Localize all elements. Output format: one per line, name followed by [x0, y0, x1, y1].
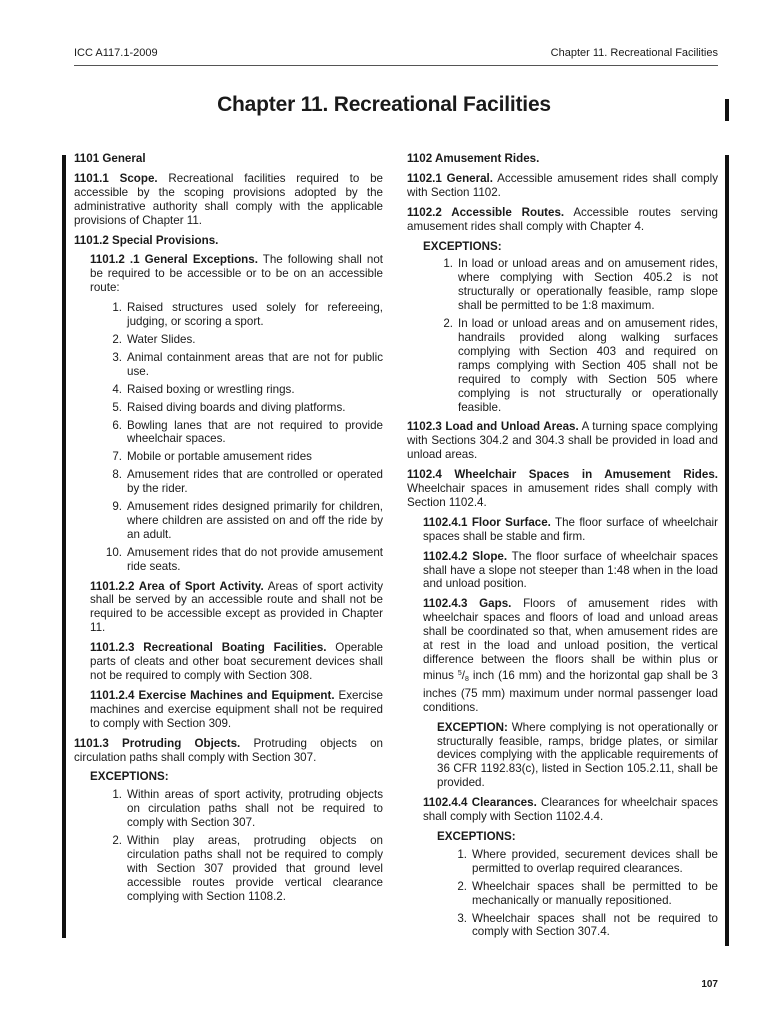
exceptions-heading: EXCEPTIONS: — [423, 239, 502, 253]
list-item-number: 2. — [112, 834, 122, 848]
list-item-number: 2. — [112, 332, 122, 346]
list-item-number: 2. — [457, 879, 467, 893]
list-item — [74, 383, 383, 397]
section-text: Areas of sport activity shall be served by an accessible route and shall not be required to be accessible except as provided in Chapter 11. — [90, 579, 383, 635]
section-text: The floor surface of wheelchair spaces shall be stable and firm. — [423, 515, 718, 543]
list-item-number: 1. — [457, 847, 467, 861]
list-item-number: 1. — [112, 788, 122, 802]
header-chapter-title: Chapter 11. Recreational Facilities — [550, 47, 718, 59]
section-text: Clearances for wheelchair spaces shall comply with Section 1102.4.4. — [423, 796, 718, 824]
fraction-denominator: 8 — [465, 675, 469, 683]
list-item-number: 3. — [457, 911, 467, 925]
list-item-text: Bowling lanes that are not required to provide wheelchair spaces. — [127, 418, 383, 446]
list-item — [74, 401, 383, 415]
list-item-text: Within areas of sport activity, protruding objects on circulation paths shall not be required to comply with Section 307. — [127, 788, 383, 830]
list-item-number: 4. — [112, 382, 122, 396]
exception-label: EXCEPTION: — [437, 720, 508, 734]
section-label: 1101.2.2 Area of Sport Activity. — [90, 579, 264, 593]
section-text: inch (16 mm) and the horizontal gap shall be 3 inches (75 mm) maximum under normal passenger load conditions. — [423, 668, 718, 714]
list-item-text: Mobile or portable amusement rides — [127, 450, 312, 464]
section-text: Floors of amusement rides with wheelchair spaces and floors of load and unload areas shall be coordinated so that, when amusement rides are at rest in the load and unload position, the vertical difference between the floors shall be within plus or minus — [423, 597, 718, 682]
section-1102-1 — [407, 172, 718, 200]
list-item — [421, 912, 718, 940]
chapter-title: Chapter 11. Recreational Facilities — [217, 93, 551, 116]
section-label: 1101.2.4 Exercise Machines and Equipment. — [90, 688, 335, 702]
list-item-number: 3. — [112, 350, 122, 364]
general-exceptions-list — [74, 301, 383, 573]
section-label: 1101.1 Scope. — [74, 171, 158, 185]
list-item-number: 9. — [112, 500, 122, 514]
list-item-text: Raised boxing or wrestling rings. — [127, 382, 295, 396]
list-item-text: Amusement rides that do not provide amusement ride seats. — [127, 545, 383, 573]
section-text: Wheelchair spaces in amusement rides shall comply with Section 1102.4. — [407, 482, 718, 509]
section-text: The floor surface of wheelchair spaces shall have a slope not steeper than 1:48 when in the load and unload position. — [423, 549, 718, 591]
change-bar-right — [725, 155, 729, 946]
section-1102-2 — [407, 206, 718, 234]
list-item-number: 1. — [443, 257, 453, 271]
list-item-number: 7. — [112, 450, 122, 464]
protruding-objects-exceptions-list — [74, 788, 383, 903]
section-1101-2-2 — [90, 580, 383, 636]
list-item — [74, 333, 383, 347]
section-1102-4 — [407, 468, 718, 510]
list-item-text: Raised structures used solely for refereeing, judging, or scoring a sport. — [127, 301, 383, 329]
list-item — [74, 834, 383, 904]
exception-text: Where complying is not operationally or structurally feasible, ramps, bridge plates, or similar devices complying with the applicable requirements of 36 CFR 1192.83(c), listed in Section 105.2.11, shall be provided. — [437, 720, 718, 790]
list-item — [74, 450, 383, 464]
section-label: 1102.2 Accessible Routes. — [407, 205, 565, 219]
list-item-number: 2. — [443, 317, 453, 331]
list-item — [74, 351, 383, 379]
section-text: Exercise machines and exercise equipment shall not be required to comply with Section 309. — [90, 688, 383, 730]
header-rule — [74, 65, 718, 66]
section-label: 1102.4.3 Gaps. — [423, 597, 512, 611]
list-item — [407, 317, 718, 414]
section-label: 1102.4.4 Clearances. — [423, 796, 537, 810]
section-1102-4-3: 1102.4.3 Gaps. Floors of amusement rides with wheelchair spaces and floors of load and unload areas shall be coordinated so that, when amusement rides are at rest in the load and unload position, the vertical difference between the floors shall be within plus or minus $^5/_8$ inch (16 mm) and the horizontal gap shall be 3 inches (75 mm) maximum under normal passenger load conditions. — [423, 597, 718, 714]
section-label: 1102.4 Wheelchair Spaces in Amusement Rides. — [407, 468, 718, 482]
section-heading-1102: 1102 Amusement Rides. — [407, 152, 540, 165]
page-number: 107 — [701, 979, 718, 990]
list-item-number: 5. — [112, 400, 122, 414]
exceptions-heading: EXCEPTIONS: — [90, 770, 169, 784]
header-document-id: ICC A117.1-2009 — [74, 47, 158, 59]
section-1102-4-1 — [423, 516, 718, 544]
list-item-text: Wheelchair spaces shall be permitted to be mechanically or manually repositioned. — [472, 879, 718, 907]
section-text: Operable parts of cleats and other boat securement devices shall not be required to comply with Section 308. — [90, 641, 384, 682]
section-text: Accessible amusement rides shall comply with Section 1102. — [407, 171, 718, 199]
section-1102-4-3-exception — [437, 721, 718, 791]
list-item — [74, 301, 383, 329]
section-label: 1102.4.2 Slope. — [423, 549, 508, 563]
list-item — [74, 788, 383, 830]
left-column — [74, 152, 383, 910]
list-item-text: In load or unload areas and on amusement rides, where complying with Section 405.2 is not structurally or operationally feasible, ramp slope shall be permitted to be 1:8 maximum. — [458, 257, 718, 313]
list-item-text: Amusement rides designed primarily for children, where children are assisted on and off the ride by an adult. — [127, 500, 383, 541]
section-text: Accessible routes serving amusement rides shall comply with Chapter 4. — [407, 205, 718, 233]
list-item-number: 10. — [105, 545, 122, 559]
section-1101-3 — [74, 737, 383, 765]
list-item — [421, 880, 718, 908]
list-item-number: 8. — [112, 468, 122, 482]
list-item-text: Within play areas, protruding objects on circulation paths shall not be required to comply with Section 307 provided that ground level accessible routes provide vertical clearance complying with Section 1108.2. — [127, 834, 383, 903]
section-label: 1102.1 General. — [407, 171, 494, 185]
list-item-text: Water Slides. — [127, 332, 196, 346]
list-item-number: 1. — [112, 301, 122, 315]
list-item-text: Raised diving boards and diving platforms. — [127, 400, 346, 414]
change-bar-title — [725, 99, 729, 121]
fraction-numerator: 5 — [457, 669, 462, 677]
section-text: Recreational facilities required to be accessible by the scoping provisions adopted by the administrative authority shall comply with the applicable provisions of Chapter 11. — [74, 171, 383, 227]
list-item — [74, 468, 383, 496]
list-item-number: 6. — [112, 418, 122, 432]
section-heading-1101: 1101 General — [74, 152, 146, 165]
section-heading-1101-2: 1101.2 Special Provisions. — [74, 233, 219, 247]
list-item-text: Wheelchair spaces shall not be required to comply with Section 307.4. — [472, 911, 718, 939]
section-text: Protruding objects on circulation paths shall comply with Section 307. — [74, 736, 383, 764]
list-item-text: In load or unload areas and on amusement rides, handrails provided along walking surfaces complying with Section 403 and required on ramps complying with Section 405 shall not be required to comply with Section 505 where complying is not structurally or operationally feasible. — [458, 317, 718, 414]
running-header — [74, 47, 718, 59]
section-1102-3 — [407, 420, 718, 462]
section-label: 1102.4.1 Floor Surface. — [423, 515, 551, 529]
section-1101-1 — [74, 172, 383, 228]
list-item — [74, 419, 383, 447]
section-label: 1102.3 Load and Unload Areas. — [407, 420, 579, 434]
list-item — [407, 257, 718, 313]
section-text: A turning space complying with Sections 304.2 and 304.3 shall be provided in load and unload areas. — [407, 420, 718, 462]
change-bar-left — [62, 155, 66, 938]
list-item — [74, 546, 383, 574]
section-1101-2-4 — [90, 689, 383, 731]
accessible-routes-exceptions-list — [407, 257, 718, 414]
list-item-text: Amusement rides that are controlled or operated by the rider. — [127, 468, 383, 496]
exceptions-heading: EXCEPTIONS: — [437, 829, 516, 843]
right-column — [407, 152, 718, 945]
section-label: 1101.2 .1 General Exceptions. — [90, 253, 258, 267]
section-label: 1101.2.3 Recreational Boating Facilities. — [90, 641, 327, 655]
section-1102-4-4 — [423, 796, 718, 824]
clearances-exceptions-list — [421, 848, 718, 939]
section-1102-4-2 — [423, 550, 718, 592]
section-1101-2-1 — [90, 253, 383, 295]
section-label: 1101.3 Protruding Objects. — [74, 736, 241, 750]
list-item-text: Animal containment areas that are not for public use. — [127, 350, 383, 378]
list-item — [421, 848, 718, 876]
section-1101-2-3 — [90, 641, 383, 683]
list-item-text: Where provided, securement devices shall be permitted to overlap required clearances. — [472, 847, 718, 875]
section-text: The following shall not be required to be accessible or to be on an accessible route: — [90, 253, 383, 295]
list-item — [74, 500, 383, 542]
